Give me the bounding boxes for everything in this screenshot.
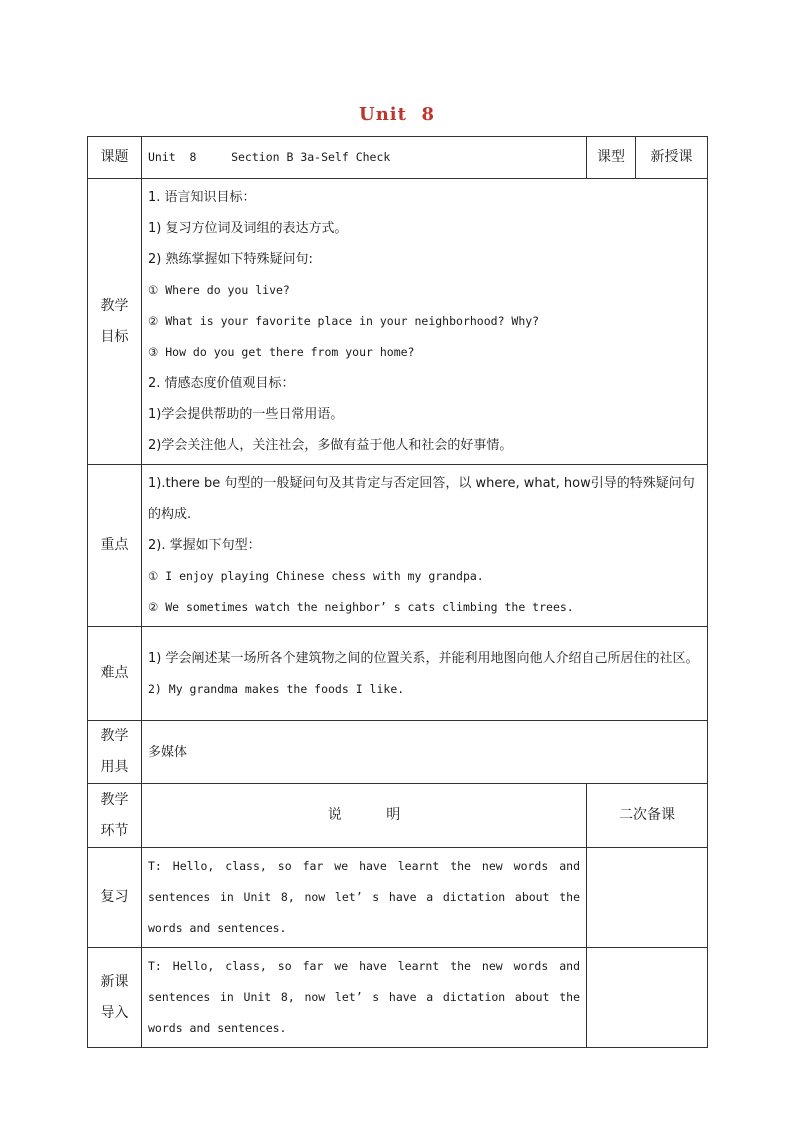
label-topic: 课题 bbox=[88, 137, 142, 179]
row-key-points bbox=[88, 465, 708, 627]
label-review: 复习 bbox=[88, 848, 142, 948]
difficulty-line: 1) 学会阐述某一场所各个建筑物之间的位置关系，并能利用地图向他人介绍自己所居住的社区。 bbox=[148, 650, 699, 666]
label-objectives bbox=[88, 179, 142, 465]
objective-line: ③ How do you get there from your home? bbox=[148, 345, 415, 359]
label-tools bbox=[88, 721, 142, 784]
key-point-line: 2). 掌握如下句型： bbox=[148, 538, 261, 553]
tools-value: 多媒体 bbox=[142, 721, 708, 784]
review-text: T: Hello, class, so far we have learnt the new words and sentences in Unit 8, now let’ s have a dictation about the words and sentences. bbox=[142, 848, 587, 948]
objectives-content bbox=[142, 179, 708, 465]
label-objectives-line1: 教学 bbox=[100, 297, 129, 314]
key-points-content bbox=[142, 465, 708, 627]
row-review bbox=[88, 848, 708, 948]
label-tools-line1: 教学 bbox=[100, 728, 129, 744]
lesson-type-value: 新授课 bbox=[636, 137, 708, 179]
label-objectives-line2: 目标 bbox=[100, 328, 129, 345]
objective-line: 2) 熟练掌握如下特殊疑问句: bbox=[148, 252, 313, 267]
label-lesson-type: 课型 bbox=[587, 137, 636, 179]
explain-header: 说 明 bbox=[142, 784, 587, 848]
label-intro bbox=[88, 948, 142, 1048]
document-title: Unit 8 bbox=[359, 104, 435, 125]
label-tools-line2: 用具 bbox=[100, 759, 129, 775]
difficulties-content bbox=[142, 627, 708, 721]
objective-line: 1) 复习方位词及词组的表达方式。 bbox=[148, 221, 348, 236]
objective-line: 2)学会关注他人，关注社会，多做有益于他人和社会的好事情。 bbox=[148, 438, 513, 453]
intro-backup-cell bbox=[587, 948, 708, 1048]
label-intro-line2: 导入 bbox=[100, 1004, 129, 1021]
label-steps bbox=[88, 784, 142, 848]
objective-line: 1. 语言知识目标： bbox=[148, 190, 256, 205]
row-steps-header bbox=[88, 784, 708, 848]
difficulty-line: 2) My grandma makes the foods I like. bbox=[148, 681, 405, 696]
key-point-line: ① I enjoy playing Chinese chess with my grandpa. bbox=[148, 569, 484, 583]
key-point-line: 1).there be 句型的一般疑问句及其肯定与否定回答，以 where, what, how引导的特殊疑问句的构成. bbox=[148, 476, 695, 522]
objective-line: ② What is your favorite place in your neighborhood? Why? bbox=[148, 314, 540, 328]
label-difficulties: 难点 bbox=[88, 627, 142, 721]
intro-text: T: Hello, class, so far we have learnt the new words and sentences in Unit 8, now let’ s have a dictation about the words and sentences. bbox=[142, 948, 587, 1048]
row-topic bbox=[88, 137, 708, 179]
label-steps-line2: 环节 bbox=[100, 822, 129, 839]
review-backup-cell bbox=[587, 848, 708, 948]
row-tools bbox=[88, 721, 708, 784]
label-steps-line1: 教学 bbox=[100, 791, 129, 808]
label-key-points: 重点 bbox=[88, 465, 142, 627]
topic-value: Unit 8 Section B 3a-Self Check bbox=[142, 137, 587, 179]
lesson-plan-table bbox=[87, 136, 708, 1048]
row-difficulties bbox=[88, 627, 708, 721]
objective-line: 2. 情感态度价值观目标： bbox=[148, 376, 295, 391]
objective-line: ① Where do you live? bbox=[148, 283, 290, 297]
backup-header: 二次备课 bbox=[587, 784, 708, 848]
row-objectives bbox=[88, 179, 708, 465]
row-intro bbox=[88, 948, 708, 1048]
key-point-line: ② We sometimes watch the neighbor’ s cats climbing the trees. bbox=[148, 600, 574, 614]
label-intro-line1: 新课 bbox=[100, 973, 129, 990]
objective-line: 1)学会提供帮助的一些日常用语。 bbox=[148, 407, 344, 422]
